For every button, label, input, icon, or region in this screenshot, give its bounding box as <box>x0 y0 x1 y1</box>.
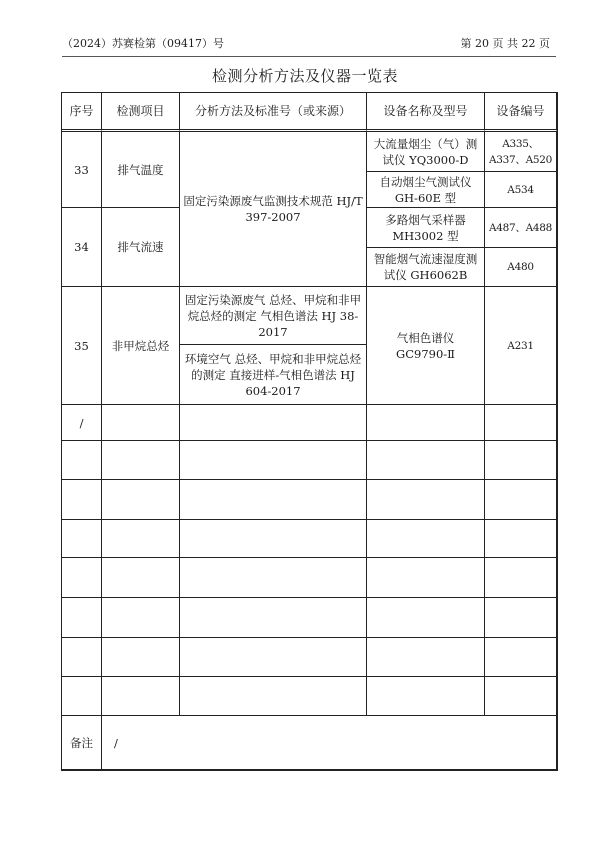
empty-cell <box>102 441 180 480</box>
instrument-cell <box>367 287 485 405</box>
remarks-label-cell <box>62 716 102 770</box>
column-header-label: 序号 <box>69 104 94 118</box>
instrument-cell <box>367 172 485 208</box>
test-item: 排气流速 <box>117 240 164 254</box>
instrument-name: 多路烟气采样器 MH3002 型 <box>385 212 466 243</box>
instrument-cell <box>367 248 485 287</box>
page-indicator: 第 20 页 共 22 页 <box>460 37 550 50</box>
empty-cell <box>180 520 367 558</box>
equipment-id-cell <box>485 208 557 248</box>
empty-cell <box>367 598 485 638</box>
row-number: 33 <box>74 162 89 177</box>
column-header-instrument <box>367 93 485 132</box>
equipment-id-cell <box>485 172 557 208</box>
empty-cell <box>485 441 557 480</box>
row-number: 35 <box>74 338 89 353</box>
instrument-name: 自动烟尘气测试仪 GH-60E 型 <box>379 174 472 205</box>
test-item: 非甲烷总烃 <box>111 338 170 353</box>
empty-cell <box>102 598 180 638</box>
method-text: 固定污染源废气监测技术规范 HJ/T 397-2007 <box>183 194 363 224</box>
column-header-no <box>62 93 102 132</box>
column-header-label: 设备名称及型号 <box>383 104 468 118</box>
empty-cell <box>367 558 485 598</box>
empty-cell <box>485 677 557 716</box>
test-item: 排气温度 <box>117 162 164 177</box>
empty-cell <box>62 677 102 716</box>
empty-cell <box>62 638 102 677</box>
equipment-id-cell <box>485 132 557 172</box>
empty-cell <box>485 480 557 520</box>
empty-cell <box>180 441 367 480</box>
column-header-label: 检测项目 <box>116 104 165 118</box>
column-header-equipment-id <box>485 93 557 132</box>
empty-cell <box>485 558 557 598</box>
equipment-id: A335、A337、A520 <box>488 137 553 166</box>
equipment-id: A487、A488 <box>488 221 553 234</box>
empty-cell <box>102 558 180 598</box>
method-text: 固定污染源废气 总烃、甲烷和非甲烷总烃的测定 气相色谱法 HJ 38-2017 <box>184 292 362 339</box>
row-number-cell <box>62 405 102 441</box>
empty-cell <box>62 441 102 480</box>
method-cell <box>180 132 367 287</box>
test-item-cell <box>102 132 180 208</box>
test-item-cell <box>102 208 180 287</box>
empty-cell <box>102 520 180 558</box>
page-title: 检测分析方法及仪器一览表 <box>211 67 398 85</box>
row-number-cell <box>62 287 102 405</box>
equipment-id: A534 <box>507 183 534 196</box>
column-header-label: 设备编号 <box>496 104 545 118</box>
empty-cell <box>367 480 485 520</box>
empty-cell <box>62 480 102 520</box>
empty-cell <box>102 638 180 677</box>
empty-cell <box>485 638 557 677</box>
instrument-cell <box>367 208 485 248</box>
empty-cell <box>180 558 367 598</box>
instrument-name: 智能烟气流速湿度测试仪 GH6062B <box>373 252 478 282</box>
report-number: （2024）苏赛检第（09417）号 <box>62 37 224 50</box>
column-header-label: 分析方法及标准号（或来源） <box>194 104 351 118</box>
instrument-name: 大流量烟尘（气）测试仪 YQ3000-D <box>373 136 478 167</box>
empty-cell <box>367 677 485 716</box>
equipment-id: A480 <box>507 261 534 273</box>
remarks-label: 备注 <box>70 735 93 750</box>
results-table <box>62 93 557 770</box>
empty-cell <box>102 405 180 441</box>
row-number-cell <box>62 208 102 287</box>
empty-cell <box>180 638 367 677</box>
equipment-id-cell <box>485 248 557 287</box>
equipment-id-cell <box>485 287 557 405</box>
remarks-value: / <box>114 735 118 750</box>
empty-cell <box>62 558 102 598</box>
empty-cell <box>102 677 180 716</box>
test-item-cell <box>102 287 180 405</box>
column-header-item <box>102 93 180 132</box>
method-cell <box>180 345 367 405</box>
column-header-method <box>180 93 367 132</box>
empty-cell <box>485 598 557 638</box>
row-number: 34 <box>74 240 89 254</box>
empty-cell <box>62 598 102 638</box>
instrument-name: 气相色谱仪 GC9790-Ⅱ <box>396 330 455 361</box>
empty-cell <box>485 520 557 558</box>
row-number: / <box>79 415 84 430</box>
empty-cell <box>62 520 102 558</box>
empty-cell <box>180 598 367 638</box>
remarks-value-cell <box>102 716 557 770</box>
method-cell <box>180 287 367 345</box>
empty-cell <box>367 441 485 480</box>
empty-cell <box>180 405 367 441</box>
row-number-cell <box>62 132 102 208</box>
empty-cell <box>367 638 485 677</box>
empty-cell <box>485 405 557 441</box>
empty-cell <box>367 405 485 441</box>
method-text: 环境空气 总烃、甲烷和非甲烷总烃的测定 直接进样-气相色谱法 HJ 604-2017 <box>184 351 362 398</box>
empty-cell <box>102 480 180 520</box>
empty-cell <box>180 677 367 716</box>
empty-cell <box>180 480 367 520</box>
header-divider <box>62 56 556 57</box>
empty-cell <box>367 520 485 558</box>
equipment-id: A231 <box>507 339 534 352</box>
instrument-cell <box>367 132 485 172</box>
